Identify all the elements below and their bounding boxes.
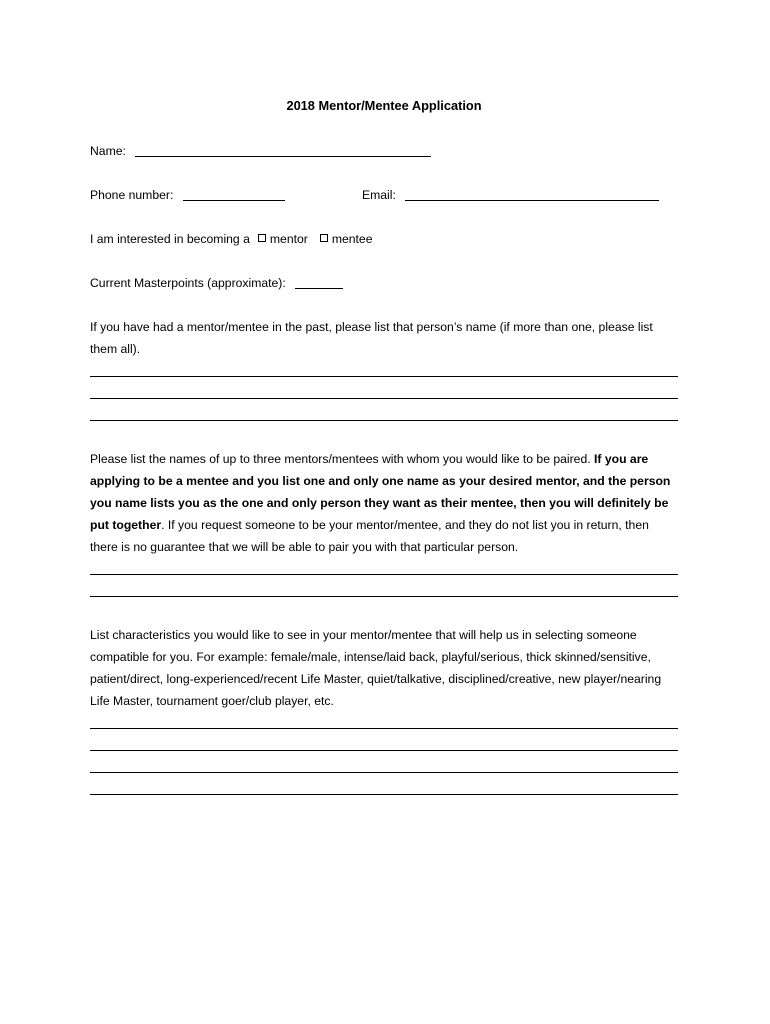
interest-row: [90, 228, 678, 250]
pairing-answer-line[interactable]: [90, 580, 678, 602]
past-mentor-answer-line[interactable]: [90, 382, 678, 404]
email-field[interactable]: [405, 186, 659, 201]
form-body: [90, 95, 678, 800]
name-row: [90, 140, 678, 162]
pairing-no-guarantee-text: If you request someone to be your mentor/mentee, and they do not list you in return, then there is no guarantee that we will be able to pair you with that particular person.: [90, 518, 649, 554]
masterpoints-row: [90, 272, 678, 294]
past-mentor-answer-line[interactable]: [90, 404, 678, 426]
email-group: [362, 184, 659, 206]
pairing-question: Please list the names of up to three mentors/mentees with whom you would like to be paired. If you are applying to be a mentee and you list one and only one name as your desired mentor, and the person you name lists you as the one and only person they want as their mentee, then you will definitely be put together. If you request someone to be your mentor/mentee, and they do not list you in return, then there is no guarantee that we will be able to pair you with that particular person.: [90, 452, 671, 554]
name-field[interactable]: [135, 142, 431, 157]
characteristics-question: List characteristics you would like to see in your mentor/mentee that will help us in selecting someone compatible for you. For example: female/male, intense/laid back, playful/serious, thick skinned/sensitive, patient/direct, long-experienced/recent Life Master, quiet/talkative, disciplined/creative, new player/nearing Life Master, tournament goer/club player, etc.: [90, 628, 662, 708]
email-label: Email:: [362, 188, 396, 202]
masterpoints-label: Current Masterpoints (approximate):: [90, 276, 286, 290]
pairing-answer-line[interactable]: [90, 558, 678, 580]
characteristics-answer-line[interactable]: [90, 734, 678, 756]
characteristics-answer-line[interactable]: [90, 756, 678, 778]
pairing-guarantee-text: If you are applying to be a mentee and you list one and only one name as your desired mentor, and the person you name lists you as the one and only person they want as their mentee, then you will definitely be put together: [90, 452, 671, 532]
mentee-checkbox[interactable]: [320, 234, 328, 242]
characteristics-answer-line[interactable]: [90, 712, 678, 734]
past-mentor-answer-line[interactable]: [90, 360, 678, 382]
characteristics-answer-line[interactable]: [90, 778, 678, 800]
phone-field[interactable]: [183, 186, 285, 201]
contact-row: [90, 184, 678, 206]
mentor-checkbox[interactable]: [258, 234, 266, 242]
masterpoints-field[interactable]: [295, 274, 343, 289]
page-title: 2018 Mentor/Mentee Application: [286, 98, 482, 113]
name-label: Name:: [90, 144, 126, 158]
past-mentor-question: If you have had a mentor/mentee in the past, please list that person’s name (if more than one, please list them all).: [90, 320, 653, 356]
mentor-option-label: mentor: [269, 232, 308, 246]
phone-label: Phone number:: [90, 188, 174, 202]
mentee-option-label: mentee: [331, 232, 373, 246]
pairing-intro: Please list the names of up to three mentors/mentees with whom you would like to be paired.: [90, 452, 591, 466]
interest-label: I am interested in becoming a: [90, 232, 250, 246]
